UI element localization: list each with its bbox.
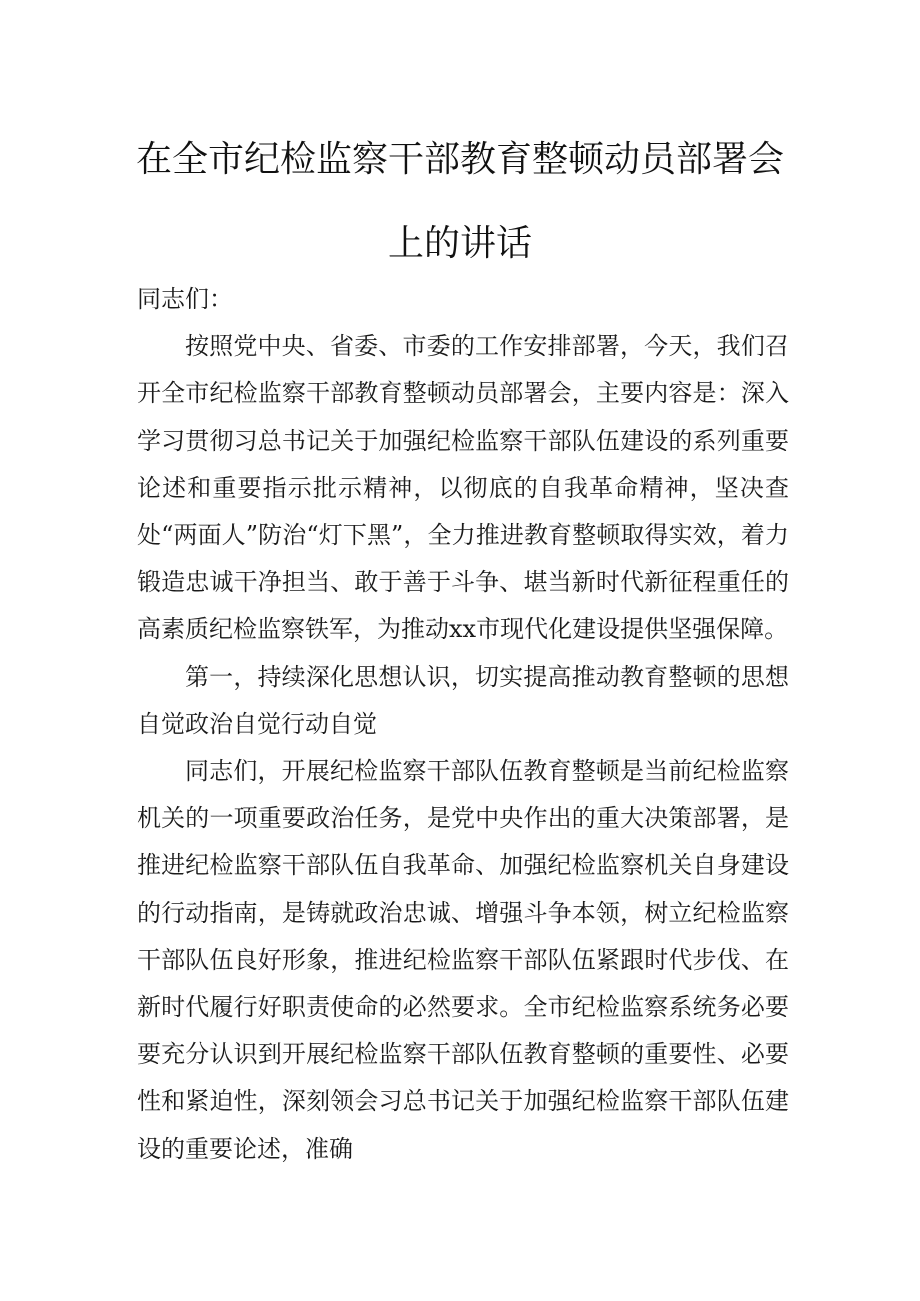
section-heading-1: 第一，持续深化思想认识，切实提高推动教育整顿的思想自觉政治自觉行动自觉	[137, 662, 789, 738]
document-title-line-2: 上的讲话	[387, 223, 532, 264]
paragraph-section-1: 同志们，开展纪检监察干部队伍教育整顿是当前纪检监察机关的一项重要政治任务，是党中央作出的重大决策部署，是推进纪检监察干部队伍自我革命、加强纪检监察机关自身建设的行动指南，是铸就政治忠诚、增强斗争本领，树立纪检监察干部队伍良好形象，推进纪检监察干部队伍紧跟时代步伐、在新时代履行好职责使命的必然要求。全市纪检监察系统务必要要充分认识到开展纪检监察干部队伍教育整顿的重要性、必要性和紧迫性，深刻领会习总书记关于加强纪检监察干部队伍建设的重要论述，准确	[137, 757, 789, 1163]
paragraph-intro: 按照党中央、省委、市委的工作安排部署，今天，我们召开全市纪检监察干部教育整顿动员部署会，主要内容是：深入学习贯彻习总书记关于加强纪检监察干部队伍建设的系列重要论述和重要指示批示精神，以彻底的自我革命精神，坚决查处“两面人”防治“灯下黑”，全力推进教育整顿取得实效，着力锻造忠诚干净担当、敢于善于斗争、堪当新时代新征程重任的高素质纪检监察铁军，为推动xx市现代化建设提供坚强保障。	[137, 332, 789, 644]
document-body	[137, 276, 789, 1173]
salutation: 同志们：	[137, 285, 233, 313]
document-title-line-1: 在全市纪检监察干部教育整顿动员部署会	[135, 139, 784, 180]
